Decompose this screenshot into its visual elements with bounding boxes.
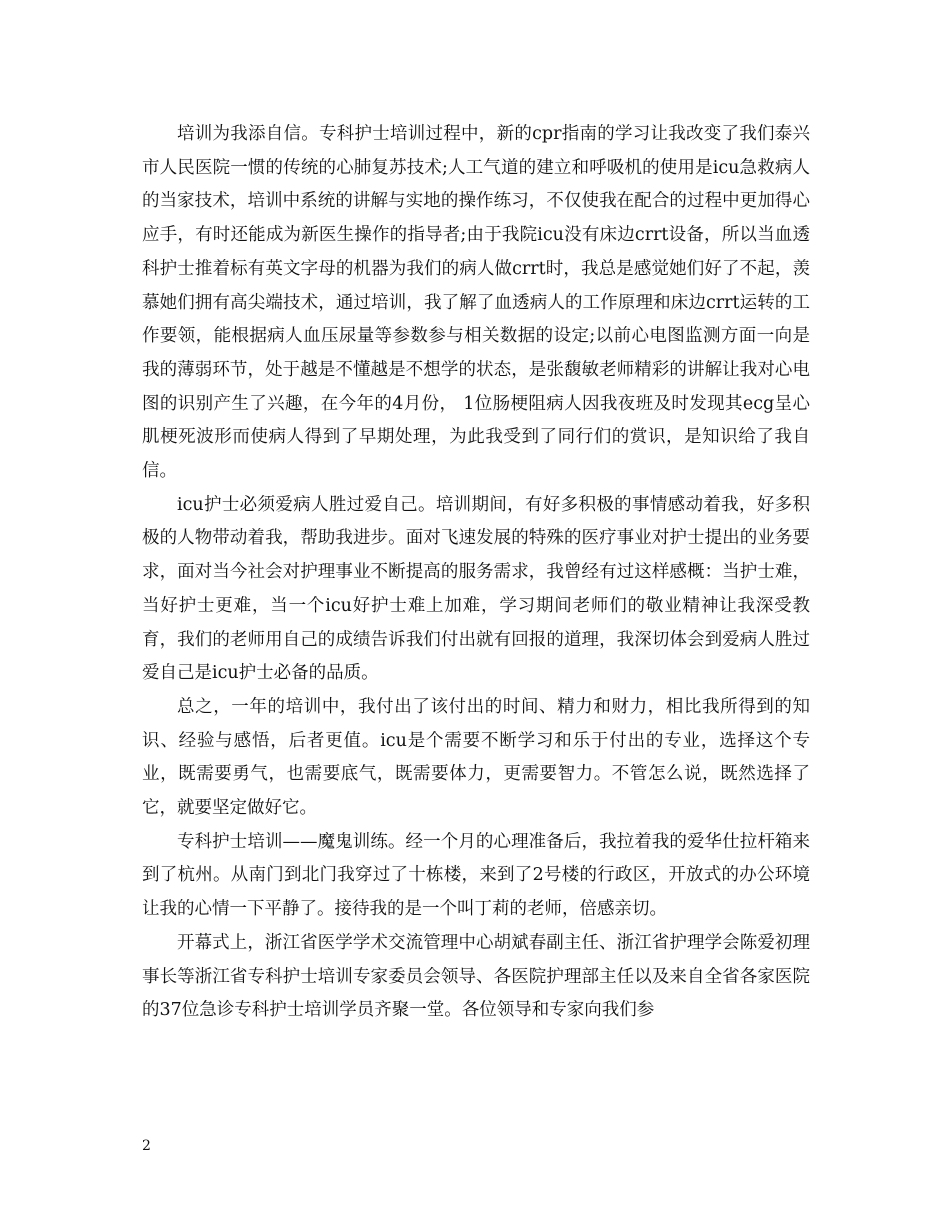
- paragraph-2: icu护士必须爱病人胜过爱自己。培训期间，有好多积极的事情感动着我，好多积极的人物带动着我，帮助我进步。面对飞速发展的特殊的医疗事业对护士提出的业务要求，面对当今社会对护理事业不断提高的服务需求，我曾经有过这样感概：当护士难，当好护士更难，当一个icu好护士难上加难，学习期间老师们的敬业精神让我深受教育，我们的老师用自己的成绩告诉我们付出就有回报的道理，我深切体会到爱病人胜过爱自己是icu护士必备的品质。: [142, 494, 810, 684]
- paragraph-5: 开幕式上，浙江省医学学术交流管理中心胡斌春副主任、浙江省护理学会陈爱初理事长等浙江省专科护士培训专家委员会领导、各医院护理部主任以及来自全省各家医院的37位急诊专科护士培训学员齐聚一堂。各位领导和专家向我们参: [142, 932, 810, 1021]
- document-body: [142, 118, 810, 1028]
- paragraph-4: 专科护士培训——魔鬼训练。经一个月的心理准备后，我拉着我的爱华仕拉杆箱来到了杭州。从南门到北门我穿过了十栋楼，来到了2号楼的行政区，开放式的办公环境让我的心情一下平静了。接待我的是一个叫丁莉的老师，倍感亲切。: [142, 831, 810, 920]
- paragraph-3: 总之，一年的培训中，我付出了该付出的时间、精力和财力，相比我所得到的知识、经验与感悟，后者更值。icu是个需要不断学习和乐于付出的专业，选择这个专业，既需要勇气，也需要底气，既需要体力，更需要智力。不管怎么说，既然选择了它，就要坚定做好它。: [142, 696, 810, 819]
- page-number: 2: [142, 1138, 151, 1154]
- paragraph-1: 培训为我添自信。专科护士培训过程中，新的cpr指南的学习让我改变了我们泰兴市人民医院一惯的传统的心肺复苏技术;人工气道的建立和呼吸机的使用是icu急救病人的当家技术，培训中系统的讲解与实地的操作练习，不仅使我在配合的过程中更加得心应手，有时还能成为新医生操作的指导者;由于我院icu没有床边crrt设备，所以当血透科护士推着标有英文字母的机器为我们的病人做crrt时，我总是感觉她们好了不起，羡慕她们拥有高尖端技术，通过培训，我了解了血透病人的工作原理和床边crrt运转的工作要领，能根据病人血压尿量等参数参与相关数据的设定;以前心电图监测方面一向是我的薄弱环节，处于越是不懂越是不想学的状态，是张馥敏老师精彩的讲解让我对心电图的识别产生了兴趣，在今年的4月份， 1位肠梗阻病人因我夜班及时发现其ecg呈心肌梗死波形而使病人得到了早期处理，为此我受到了同行们的赏识，是知识给了我自信。: [142, 124, 810, 482]
